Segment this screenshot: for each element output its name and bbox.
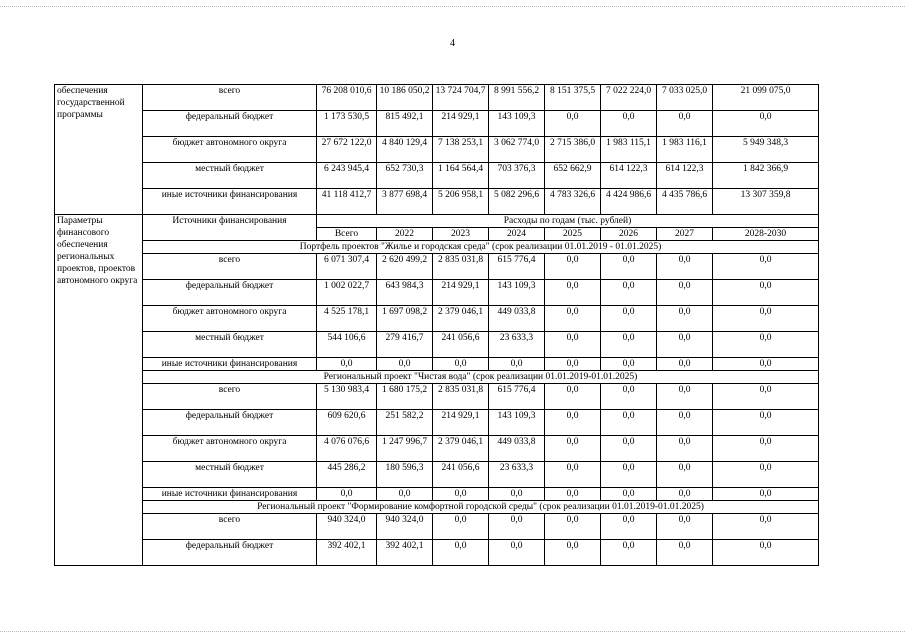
value-cell: 5 206 958,1: [433, 189, 489, 215]
value-cell: 0,0: [545, 462, 601, 488]
value-cell: 449 033,8: [489, 436, 545, 462]
value-cell: 143 109,3: [489, 111, 545, 137]
value-cell: 1 842 366,9: [713, 163, 819, 189]
value-cell: 0,0: [601, 410, 657, 436]
source-label-cell: иные источники финансирования: [143, 488, 317, 501]
value-cell: 5 949 348,3: [713, 137, 819, 163]
value-cell: 652 730,3: [377, 163, 433, 189]
value-cell: 2 835 031,8: [433, 384, 489, 410]
value-cell: 0,0: [601, 462, 657, 488]
value-cell: 940 324,0: [377, 514, 433, 540]
value-cell: 0,0: [545, 436, 601, 462]
value-cell: 815 492,1: [377, 111, 433, 137]
value-cell: 4 435 786,6: [657, 189, 713, 215]
value-cell: 544 106,6: [317, 332, 377, 358]
value-cell: 4 424 986,6: [601, 189, 657, 215]
value-cell: 214 929,1: [433, 410, 489, 436]
table-row: [55, 163, 819, 189]
value-cell: 7 033 025,0: [657, 85, 713, 111]
value-cell: 2 715 386,0: [545, 137, 601, 163]
value-cell: 2 620 499,2: [377, 254, 433, 280]
value-cell: 21 099 075,0: [713, 85, 819, 111]
value-cell: 76 208 010,6: [317, 85, 377, 111]
value-cell: 3 062 774,0: [489, 137, 545, 163]
value-cell: 0,0: [489, 514, 545, 540]
year-header-cell: 2025: [545, 228, 601, 241]
table-row: [55, 410, 819, 436]
value-cell: 0,0: [601, 436, 657, 462]
source-label-cell: иные источники финансирования: [143, 189, 317, 215]
value-cell: 0,0: [433, 540, 489, 566]
value-cell: 0,0: [601, 384, 657, 410]
value-cell: 0,0: [545, 358, 601, 371]
value-cell: 0,0: [657, 384, 713, 410]
value-cell: 0,0: [601, 111, 657, 137]
value-cell: 0,0: [489, 358, 545, 371]
value-cell: 0,0: [657, 540, 713, 566]
finance-table: [54, 84, 819, 566]
page-number: 4: [450, 38, 455, 49]
value-cell: 0,0: [657, 332, 713, 358]
value-cell: 0,0: [713, 384, 819, 410]
value-cell: 251 582,2: [377, 410, 433, 436]
value-cell: 609 620,6: [317, 410, 377, 436]
value-cell: 614 122,3: [657, 163, 713, 189]
value-cell: 940 324,0: [317, 514, 377, 540]
table-row: [55, 111, 819, 137]
param-label-cell: обеспечения государственной программы: [55, 85, 143, 215]
value-cell: 0,0: [489, 540, 545, 566]
value-cell: 41 118 412,7: [317, 189, 377, 215]
value-cell: 0,0: [545, 111, 601, 137]
value-cell: 0,0: [601, 254, 657, 280]
value-cell: 0,0: [601, 332, 657, 358]
table-row: [55, 137, 819, 163]
sources-header-cell: Источники финансирования: [143, 215, 317, 241]
value-cell: 0,0: [657, 111, 713, 137]
value-cell: 2 379 046,1: [433, 436, 489, 462]
table-row: [55, 462, 819, 488]
value-cell: 4 076 076,6: [317, 436, 377, 462]
value-cell: 27 672 122,0: [317, 137, 377, 163]
value-cell: 0,0: [713, 514, 819, 540]
value-cell: 703 376,3: [489, 163, 545, 189]
value-cell: 143 109,3: [489, 410, 545, 436]
value-cell: 392 402,1: [317, 540, 377, 566]
value-cell: 1 164 564,4: [433, 163, 489, 189]
value-cell: 10 186 050,2: [377, 85, 433, 111]
value-cell: 614 122,3: [601, 163, 657, 189]
value-cell: 652 662,9: [545, 163, 601, 189]
value-cell: 13 307 359,8: [713, 189, 819, 215]
value-cell: 7 022 224,0: [601, 85, 657, 111]
year-header-cell: Всего: [317, 228, 377, 241]
value-cell: 445 286,2: [317, 462, 377, 488]
param-label-cell: Параметры финансового обеспечения региональных проектов, проектов автономного округа: [55, 215, 143, 566]
source-label-cell: бюджет автономного округа: [143, 306, 317, 332]
value-cell: 0,0: [601, 358, 657, 371]
value-cell: 0,0: [317, 358, 377, 371]
table-row: [55, 501, 819, 514]
value-cell: 1 983 115,1: [601, 137, 657, 163]
value-cell: 0,0: [657, 462, 713, 488]
source-label-cell: бюджет автономного округа: [143, 137, 317, 163]
source-label-cell: местный бюджет: [143, 332, 317, 358]
value-cell: 0,0: [713, 111, 819, 137]
value-cell: 0,0: [545, 488, 601, 501]
year-header-cell: 2027: [657, 228, 713, 241]
source-label-cell: федеральный бюджет: [143, 540, 317, 566]
value-cell: 392 402,1: [377, 540, 433, 566]
value-cell: 615 776,4: [489, 384, 545, 410]
table-row: [55, 540, 819, 566]
value-cell: 449 033,8: [489, 306, 545, 332]
value-cell: 0,0: [657, 436, 713, 462]
source-label-cell: федеральный бюджет: [143, 410, 317, 436]
value-cell: 0,0: [713, 410, 819, 436]
value-cell: 180 596,3: [377, 462, 433, 488]
section-title-cell: Региональный проект "Формирование комфортной городской среды" (срок реализации 01.01.2019-01.01.2025): [143, 501, 819, 514]
source-label-cell: всего: [143, 514, 317, 540]
value-cell: 0,0: [489, 488, 545, 501]
source-label-cell: всего: [143, 85, 317, 111]
source-label-cell: местный бюджет: [143, 462, 317, 488]
value-cell: 7 138 253,1: [433, 137, 489, 163]
value-cell: 0,0: [601, 280, 657, 306]
source-label-cell: местный бюджет: [143, 163, 317, 189]
value-cell: 6 243 945,4: [317, 163, 377, 189]
value-cell: 0,0: [657, 358, 713, 371]
table-row: [55, 85, 819, 111]
value-cell: 0,0: [657, 410, 713, 436]
table-row: [55, 254, 819, 280]
value-cell: 0,0: [545, 514, 601, 540]
table-row: [55, 358, 819, 371]
table-row: [55, 514, 819, 540]
source-label-cell: федеральный бюджет: [143, 280, 317, 306]
value-cell: 23 633,3: [489, 332, 545, 358]
value-cell: 0,0: [601, 306, 657, 332]
value-cell: 0,0: [601, 488, 657, 501]
value-cell: 143 109,3: [489, 280, 545, 306]
value-cell: 2 379 046,1: [433, 306, 489, 332]
value-cell: 279 416,7: [377, 332, 433, 358]
value-cell: 1 697 098,2: [377, 306, 433, 332]
year-header-cell: 2023: [433, 228, 489, 241]
table-row: [55, 306, 819, 332]
source-label-cell: всего: [143, 384, 317, 410]
table-row: [55, 280, 819, 306]
value-cell: 5 082 296,6: [489, 189, 545, 215]
table-row: [55, 488, 819, 501]
source-label-cell: бюджет автономного округа: [143, 436, 317, 462]
value-cell: 0,0: [713, 462, 819, 488]
value-cell: 0,0: [545, 540, 601, 566]
value-cell: 1 247 996,7: [377, 436, 433, 462]
value-cell: 0,0: [377, 358, 433, 371]
value-cell: 8 151 375,5: [545, 85, 601, 111]
value-cell: 23 633,3: [489, 462, 545, 488]
value-cell: 241 056,6: [433, 462, 489, 488]
value-cell: 0,0: [713, 254, 819, 280]
value-cell: 1 983 116,1: [657, 137, 713, 163]
value-cell: 0,0: [713, 280, 819, 306]
year-header-cell: 2022: [377, 228, 433, 241]
table-row: [55, 436, 819, 462]
value-cell: 0,0: [433, 514, 489, 540]
value-cell: 0,0: [657, 254, 713, 280]
section-title-cell: Региональный проект "Чистая вода" (срок реализации 01.01.2019-01.01.2025): [143, 371, 819, 384]
value-cell: 615 776,4: [489, 254, 545, 280]
value-cell: 0,0: [713, 540, 819, 566]
value-cell: 6 071 307,4: [317, 254, 377, 280]
value-cell: 214 929,1: [433, 280, 489, 306]
value-cell: 0,0: [545, 410, 601, 436]
value-cell: 0,0: [601, 540, 657, 566]
table-row: [55, 189, 819, 215]
value-cell: 3 877 698,4: [377, 189, 433, 215]
table-row: [55, 384, 819, 410]
value-cell: 0,0: [545, 306, 601, 332]
value-cell: 0,0: [657, 488, 713, 501]
value-cell: 4 783 326,6: [545, 189, 601, 215]
value-cell: 5 130 983,4: [317, 384, 377, 410]
value-cell: 4 525 178,1: [317, 306, 377, 332]
value-cell: 0,0: [545, 254, 601, 280]
section-title-cell: Портфель проектов "Жилье и городская среда" (срок реализации 01.01.2019 - 01.01.2025): [143, 241, 819, 254]
source-label-cell: иные источники финансирования: [143, 358, 317, 371]
value-cell: 0,0: [433, 358, 489, 371]
year-header-cell: 2026: [601, 228, 657, 241]
value-cell: 214 929,1: [433, 111, 489, 137]
bottom-edge-line: [0, 631, 905, 632]
value-cell: 0,0: [601, 514, 657, 540]
top-edge-line: [0, 6, 905, 7]
table-row: [55, 241, 819, 254]
value-cell: 0,0: [377, 488, 433, 501]
value-cell: 13 724 704,7: [433, 85, 489, 111]
value-cell: 0,0: [713, 358, 819, 371]
value-cell: 0,0: [545, 332, 601, 358]
value-cell: 241 056,6: [433, 332, 489, 358]
table-row: [55, 215, 819, 228]
year-header-cell: 2024: [489, 228, 545, 241]
expenses-header-cell: Расходы по годам (тыс. рублей): [317, 215, 819, 228]
value-cell: 0,0: [545, 280, 601, 306]
value-cell: 1 173 530,5: [317, 111, 377, 137]
value-cell: 0,0: [713, 332, 819, 358]
value-cell: 0,0: [657, 280, 713, 306]
value-cell: 0,0: [657, 514, 713, 540]
value-cell: 4 840 129,4: [377, 137, 433, 163]
value-cell: 0,0: [545, 384, 601, 410]
source-label-cell: федеральный бюджет: [143, 111, 317, 137]
value-cell: 1 002 022,7: [317, 280, 377, 306]
value-cell: 0,0: [713, 306, 819, 332]
value-cell: 0,0: [713, 488, 819, 501]
value-cell: 8 991 556,2: [489, 85, 545, 111]
value-cell: 1 680 175,2: [377, 384, 433, 410]
table-row: [55, 332, 819, 358]
value-cell: 0,0: [317, 488, 377, 501]
table-row: [55, 371, 819, 384]
source-label-cell: всего: [143, 254, 317, 280]
value-cell: 0,0: [713, 436, 819, 462]
value-cell: 2 835 031,8: [433, 254, 489, 280]
year-header-cell: 2028-2030: [713, 228, 819, 241]
value-cell: 643 984,3: [377, 280, 433, 306]
value-cell: 0,0: [433, 488, 489, 501]
value-cell: 0,0: [657, 306, 713, 332]
